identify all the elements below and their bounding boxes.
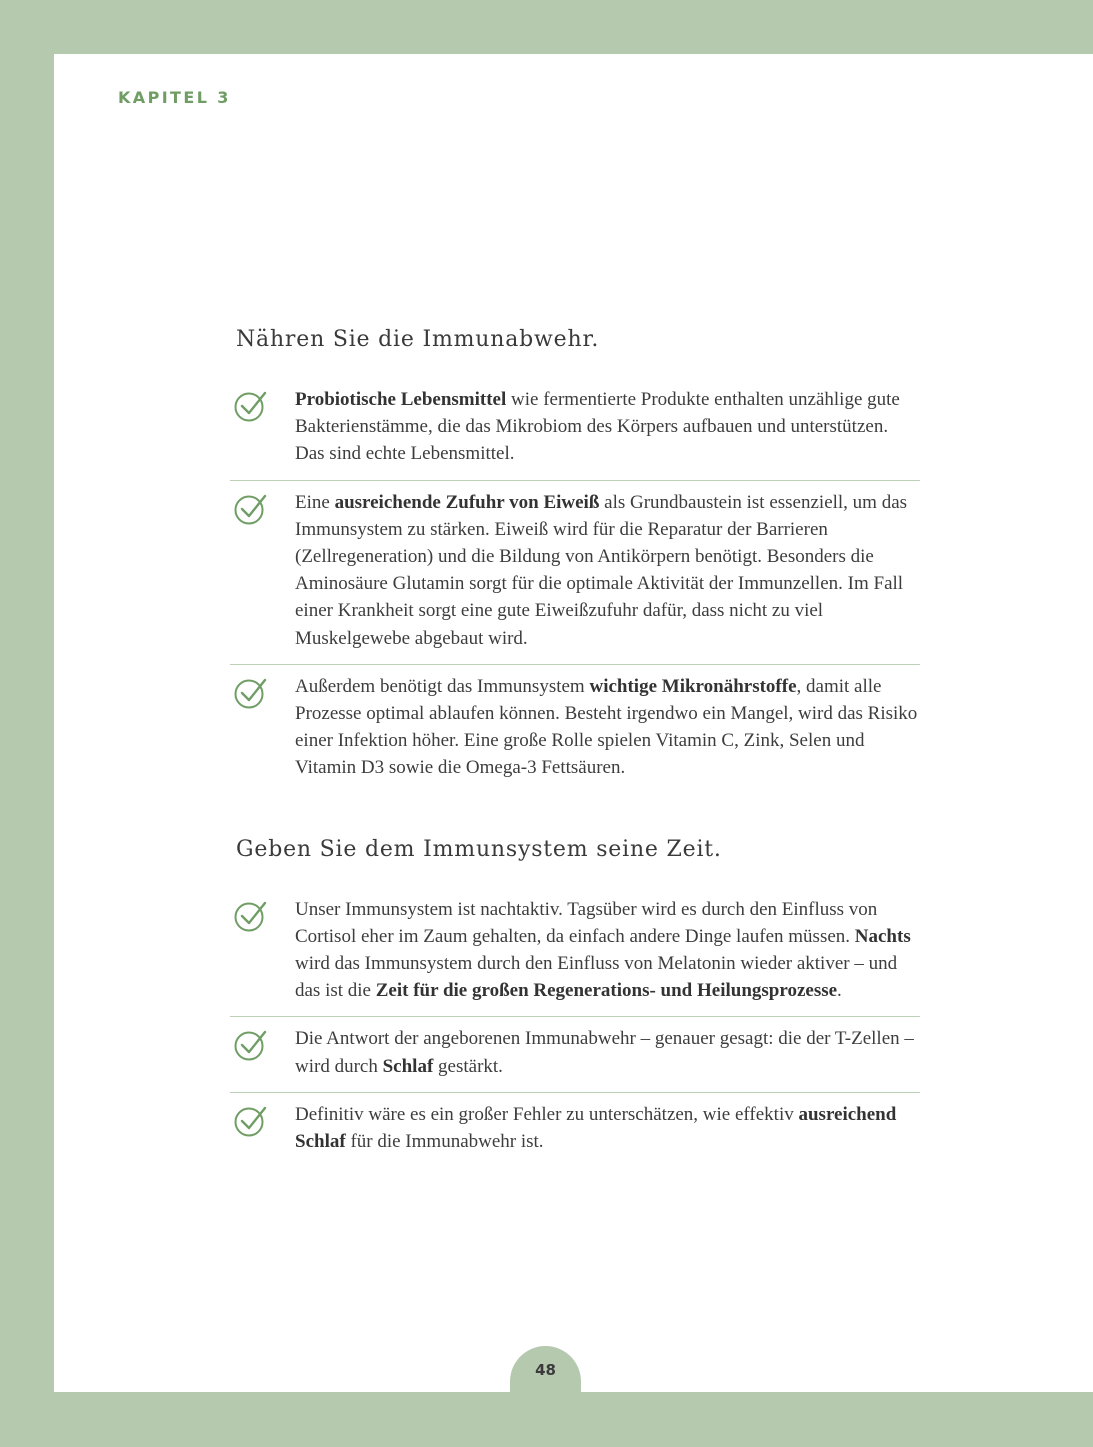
item-text: Definitiv wäre es ein großer Fehler zu unterschätzen, wie effektiv ausreichend Schlaf für die Immunabwehr ist.	[295, 1103, 897, 1153]
checkmark-icon	[234, 677, 268, 709]
checkmark-icon	[234, 900, 268, 932]
list-item	[230, 1093, 920, 1167]
checkmark-icon	[234, 493, 268, 525]
item-text: Die Antwort der angeborenen Immunabwehr – genauer gesagt: die der T-Zellen – wird durch Schlaf gestärkt.	[295, 1028, 914, 1077]
item-text: Unser Immunsystem ist nachtaktiv. Tagsüber wird es durch den Einfluss von Cortisol eher im Zaum gehalten, da einfach andere Dinge laufen müssen. Nachts wird das Immunsystem durch den Einfluss von Melatonin wieder aktiver – und das ist die Zeit für die großen Regenerations- und Heilungsprozesse.	[295, 898, 911, 1002]
checkmark-icon	[234, 1029, 268, 1061]
emphasis-text: Zeit für die großen Regenerations- und Heilungsprozesse	[375, 980, 838, 1002]
list-item	[230, 888, 920, 1018]
checkmark-icon	[234, 1105, 268, 1137]
item-text: Probiotische Lebensmittel wie fermentierte Produkte enthalten unzählige gute Bakterienstämme, die das Mikrobiom des Körpers aufbauen und unterstützen. Das sind echte Lebensmittel.	[295, 389, 900, 465]
section-nourish	[230, 324, 920, 794]
chapter-label: KAPITEL 3	[118, 88, 231, 107]
item-text: Eine ausreichende Zufuhr von Eiweiß als Grundbaustein ist essenziell, um das Immunsystem zu stärken. Eiweiß wird für die Reparatur der Barrieren (Zellregeneration) und die Bildung von Antikörpern benötigt. Besonders die Aminosäure Glutamin sorgt für die optimale Aktivität der Immunzellen. Im Fall einer Krankheit sorgt eine gute Eiweißzufuhr dafür, dass nicht zu viel Muskelgewebe abgebaut wird.	[295, 491, 908, 649]
section-title: Nähren Sie die Immunabwehr.	[236, 327, 600, 352]
list-item	[230, 481, 920, 665]
checkmark-icon	[234, 390, 268, 422]
emphasis-text: wichtige Mikronährstoffe	[589, 675, 797, 697]
emphasis-text: Nachts	[854, 925, 911, 947]
list-item	[230, 378, 920, 481]
emphasis-text: Schlaf	[382, 1055, 434, 1077]
content	[230, 324, 920, 1167]
emphasis-text: ausreichende Zufuhr von Eiweiß	[334, 491, 600, 513]
item-text: Außerdem benötigt das Immunsystem wichtige Mikronährstoffe, damit alle Prozesse optimal ablaufen können. Besteht irgendwo ein Mangel, wird das Risiko einer Infektion höher. Eine große Rolle spielen Vitamin C, Zink, Selen und Vitamin D3 sowie die Omega-3 Fettsäuren.	[295, 675, 918, 779]
list-item	[230, 1017, 920, 1092]
section-title: Geben Sie dem Immunsystem seine Zeit.	[236, 836, 722, 862]
section-time	[230, 834, 920, 1168]
emphasis-text: ausreichend Schlaf	[295, 1103, 897, 1153]
page	[54, 54, 1093, 1392]
list-item	[230, 665, 920, 794]
emphasis-text: Probiotische Lebensmittel	[295, 389, 507, 410]
page-number: 48	[510, 1346, 581, 1392]
